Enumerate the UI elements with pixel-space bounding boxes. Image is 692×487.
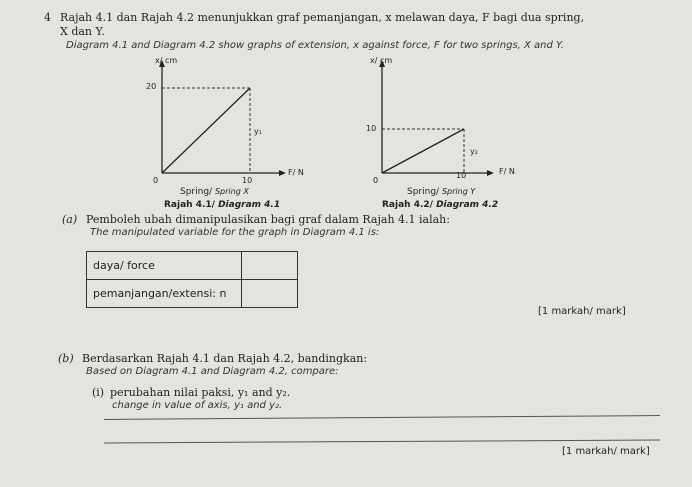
graph1-x-tick: 10: [242, 176, 253, 185]
question-text-ms-line2: X dan Y.: [60, 25, 105, 38]
graph-line: [162, 88, 250, 173]
part-b-text-en: Based on Diagram 4.1 and Diagram 4.2, compare:: [86, 366, 339, 377]
part-a-label: (a): [62, 213, 78, 226]
graph2-y-axis-label: x/ cm: [370, 56, 393, 65]
answer-line-1[interactable]: [104, 415, 660, 420]
graph-line: [382, 129, 464, 173]
graph1-y-axis-label: x/ cm: [155, 56, 178, 65]
graph2-origin: 0: [373, 176, 379, 185]
part-a-marks: [1 markah/ mark]: [538, 306, 626, 317]
graph2-spring-label: Spring/ Spring Y: [407, 187, 476, 197]
x-axis-arrow-icon: [487, 170, 494, 176]
part-b-sub-label: (i): [92, 386, 105, 399]
graph2-spring-label-en: Spring Y: [441, 187, 476, 196]
question-number: 4: [44, 11, 51, 24]
graph2-x-tick: 10: [456, 171, 467, 180]
graph2-caption-en: Diagram 4.2: [436, 200, 499, 210]
graph2-area-label: y₂: [470, 147, 478, 156]
option-extension-checkbox[interactable]: [242, 280, 298, 308]
graph1-origin: 0: [153, 176, 159, 185]
graph1-spring-label: Spring/ Spring X: [180, 187, 249, 197]
part-a-text-ms: Pemboleh ubah dimanipulasikan bagi graf dalam Rajah 4.1 ialah:: [86, 213, 450, 226]
graph1-spring-label-en: Spring X: [214, 187, 249, 196]
part-b-sub-text-ms: perubahan nilai paksi, y₁ and y₂.: [110, 386, 291, 399]
graph1-y-tick: 20: [146, 82, 157, 91]
graph1-area-label: y₁: [254, 127, 262, 136]
options-table: [86, 251, 298, 308]
answer-line-2[interactable]: [104, 440, 660, 444]
question-text-en: Diagram 4.1 and Diagram 4.2 show graphs of extension, x against force, F for two springs, X and Y.: [66, 40, 565, 51]
part-b-marks: [1 markah/ mark]: [562, 446, 650, 457]
question-text-ms-line1: Rajah 4.1 dan Rajah 4.2 menunjukkan graf pemanjangan, x melawan daya, F bagi dua spring,: [60, 11, 585, 24]
part-b-text-ms: Berdasarkan Rajah 4.1 dan Rajah 4.2, bandingkan:: [82, 352, 368, 365]
option-force-checkbox[interactable]: [242, 252, 298, 280]
part-a-text-en: The manipulated variable for the graph in Diagram 4.1 is:: [90, 227, 380, 238]
graph1-x-axis-label: F/ N: [288, 168, 304, 177]
graph2-y-tick: 10: [366, 124, 377, 133]
part-b-label: (b): [58, 352, 74, 365]
x-axis-arrow-icon: [279, 170, 286, 176]
option-force-label: daya/ force: [87, 252, 242, 280]
option-extension-label: pemanjangan/extensi: n: [87, 280, 242, 308]
option-row-extension: [87, 280, 298, 308]
graph1-caption: Rajah 4.1/ Diagram 4.1: [164, 200, 281, 210]
part-b-sub-text-en: change in value of axis, y₁ and y₂.: [112, 400, 283, 411]
option-row-force: [87, 252, 298, 280]
graph2-x-axis-label: F/ N: [499, 167, 515, 176]
graph2-caption: Rajah 4.2/ Diagram 4.2: [382, 200, 499, 210]
graph1-caption-en: Diagram 4.1: [218, 200, 281, 210]
